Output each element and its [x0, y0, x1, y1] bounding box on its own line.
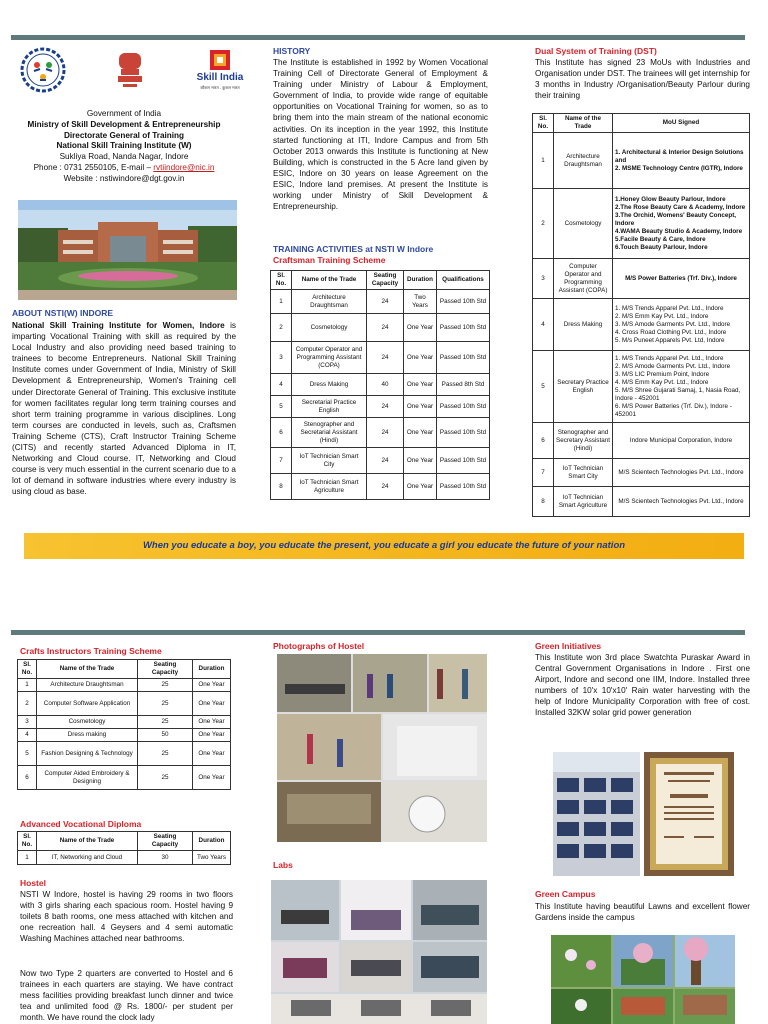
col-header: Sl. No. [533, 114, 554, 133]
table-cell: 5 [271, 396, 292, 418]
table-cell: 1 [18, 851, 37, 865]
green-campus-heading: Green Campus [535, 889, 596, 899]
table-row [18, 851, 231, 865]
hostel-text-1: NSTI W Indore, hostel is having 29 rooms in two floors with 3 girls sharing each spacious room. Hostel having 9 toilets 8 bath rooms, one mess attached with kitchen and one recreation hall. 4 Geysers and 4 semi automatic Washing Machines attached near bathrooms. [20, 890, 233, 944]
dst-text: This Institute has signed 23 MoUs with Industries and Organisation under DST. The trainees will get internship for 3 months in Industry /Organisation/Beauty Parlour during their training [535, 58, 750, 101]
table-cell: One Year [193, 692, 231, 716]
green-heading: Green Initiatives [535, 641, 602, 651]
table-cell: 1 [533, 133, 554, 189]
table-cell: 7 [533, 459, 554, 487]
skill-india-logo [190, 48, 250, 94]
table-cell: IoT Technician Smart Agriculture [554, 487, 613, 517]
table-cell: 8 [271, 474, 292, 500]
col-header: Sl. No. [18, 832, 37, 851]
labs-photo-collage [271, 880, 487, 1024]
table-cell: 24 [367, 396, 404, 418]
table-cell: 8 [533, 487, 554, 517]
table-row [533, 351, 750, 423]
table-row [533, 459, 750, 487]
table-cell: One Year [404, 374, 437, 396]
building-photo [18, 200, 237, 300]
table-row [271, 290, 490, 314]
table-cell: 6 [18, 766, 37, 790]
table-cell: Stenographer and Secretarial Assistant (Hindi) [292, 418, 367, 448]
table-cell: 5 [18, 742, 37, 766]
training-heading: TRAINING ACTIVITIES at NSTI W Indore [273, 244, 434, 254]
table-cell: 24 [367, 418, 404, 448]
table-cell: 40 [367, 374, 404, 396]
hostel-text-2: Now two Type 2 quarters are converted to Hostel and 6 trainees in each quarters are staying. We have contract mess facilities providing breakfast lunch dinner and twice tea and unlimited food @ Rs. 1800/- per student per month. We have round the clock lady [20, 969, 233, 1023]
col-header: Name of the Trade [292, 271, 367, 290]
mou-item: M/S Scientech Technologies Pvt. Ltd., Indore [618, 497, 744, 505]
mou-item: 3. M/S LIC Premium Point, Indore [615, 370, 710, 378]
table-cell: Passed 10th Std [437, 448, 490, 474]
table-row [18, 742, 231, 766]
hostel-photos-heading: Photographs of Hostel [273, 641, 365, 651]
table-cell: 25 [138, 766, 193, 790]
quote-banner [24, 533, 744, 559]
col-header: Duration [193, 660, 231, 679]
mou-item: 4.WAMA Beauty Studio & Academy, Indore [615, 227, 743, 235]
header-line3: Directorate General of Training [63, 130, 185, 140]
mou-item: 6.Touch Beauty Parlour, Indore [615, 243, 708, 251]
col-header: MoU Signed [613, 114, 750, 133]
table-cell: Secretary Practice English [554, 351, 613, 423]
history-text: The Institute is established in 1992 by Women Vocational Training Cell of Directorate General of Employment & Training under Ministry of Labour & Employment, Government of India, to provide wide range of equitable opportunities on Vocational Training for women, so as to bring them into the main stream of the national economic activities. On its inception in the year 1992, this Institute started functioning at ITI, Indore Campus and from 5th October 2013 onwards this Institute is functioning at New Building, which is constructed in the 5 Acre land given by ESIC, Indore on 30 years on lease Agreement on the ESIC, Indore land premises. At present the Institute is working under Ministry of Skill Development & Entrepreneurship. [273, 58, 488, 212]
mou-item: 6. M/S Power Batteries (Trf. Div.), Indore - 452001 [615, 402, 732, 418]
table-cell: Dress Making [292, 374, 367, 396]
header-line1: Government of India [86, 109, 162, 118]
mou-item: 5. M/S Shree Gujarati Samaj, 1, Nasia Road, Indore - 452001 [615, 386, 741, 402]
table-cell: 25 [138, 679, 193, 692]
mou-item: Indore Municipal Corporation, Indore [629, 436, 733, 444]
mou-cell [613, 133, 750, 189]
table-cell: 2 [533, 189, 554, 259]
table-cell: 25 [138, 716, 193, 729]
table-row [271, 314, 490, 342]
history-heading: HISTORY [273, 46, 311, 56]
table-cell: Passed 10th Std [437, 314, 490, 342]
table-cell: 3 [533, 259, 554, 299]
mou-item: 1. M/S Trends Apparel Pvt. Ltd., Indore [615, 354, 724, 362]
table-cell: 4 [533, 299, 554, 351]
table-cell: IoT Technician Smart City [292, 448, 367, 474]
table-cell: IoT Technician Smart City [554, 459, 613, 487]
table-cell: One Year [193, 742, 231, 766]
table-cell: Passed 8th Std [437, 374, 490, 396]
award-certificate-photo [644, 752, 734, 876]
table-cell: 25 [138, 692, 193, 716]
mou-cell [613, 487, 750, 517]
skill-india-wordmark: Skill India [196, 72, 244, 83]
table-row [271, 448, 490, 474]
cits-heading: Crafts Instructors Training Scheme [20, 646, 162, 656]
table-cell: 1 [18, 679, 37, 692]
table-row [533, 423, 750, 459]
table-cell: Cosmetology [554, 189, 613, 259]
advanced-heading: Advanced Vocational Diploma [20, 819, 142, 829]
table-cell: 7 [271, 448, 292, 474]
table-row [271, 396, 490, 418]
mou-item: 2. MSME Technology Centre (IGTR), Indore [615, 164, 743, 172]
table-cell: One Year [404, 448, 437, 474]
table-cell: 5 [533, 351, 554, 423]
table-row [271, 418, 490, 448]
table-cell: 50 [138, 729, 193, 742]
table-cell: Passed 10th Std [437, 418, 490, 448]
table-cell: One Year [404, 474, 437, 500]
table-cell: One Year [193, 679, 231, 692]
mou-item: 2. M/S Amode Garments Pvt. Ltd., Indore [615, 362, 731, 370]
mou-item: 5.Facile Beauty & Care, Indore [615, 235, 706, 243]
mid-divider-bar [11, 630, 745, 635]
table-cell: 3 [271, 342, 292, 374]
table-row [18, 692, 231, 716]
craftsman-table [270, 270, 490, 500]
table-row [533, 487, 750, 517]
email-link[interactable]: rvtiindore@nic.in [153, 162, 215, 172]
mou-item: 2. M/S Emm Kay Pvt. Ltd., Indore [615, 312, 709, 320]
table-cell: Architecture Draughtsman [554, 133, 613, 189]
skill-wheel-logo [20, 47, 66, 93]
header-line2: Ministry of Skill Development & Entrepreneurship [27, 119, 221, 129]
col-header: Name of the Trade [37, 832, 138, 851]
table-row [271, 374, 490, 396]
table-cell: Cosmetology [292, 314, 367, 342]
top-divider-bar [11, 35, 745, 40]
phone-text: Phone : 0731 2550105, E-mail – [33, 162, 154, 172]
mou-item: 1.Honey Glow Beauty Parlour, Indore [615, 195, 726, 203]
green-campus-text: This Institute having beautiful Lawns and excellent flower Gardens inside the campus [535, 902, 750, 923]
col-header: Duration [193, 832, 231, 851]
hostel-heading: Hostel [20, 878, 46, 888]
table-cell: IT, Networking and Cloud [37, 851, 138, 865]
table-cell: Passed 10th Std [437, 474, 490, 500]
table-cell: One Year [404, 314, 437, 342]
col-header: Duration [404, 271, 437, 290]
mou-item: 4. M/S Emm Kay Pvt. Ltd., Indore [615, 378, 709, 386]
table-cell: One Year [404, 418, 437, 448]
table-cell: Dress Making [554, 299, 613, 351]
table-row [271, 474, 490, 500]
table-cell: Computer Aided Embroidery & Designing [37, 766, 138, 790]
green-text: This Institute won 3rd place Swatchta Puraskar Award in Central Government Organisations in Indore . First one Airport, Indore and second one IIM, Indore. Installed three numbers of 10'x 10'x10' Rain water harvesting with the help of Indore Municipality Corporation with free of cost. Installed 32KW solar grid power generation [535, 653, 750, 718]
table-cell: Two Years [404, 290, 437, 314]
mou-cell [613, 299, 750, 351]
table-row [18, 716, 231, 729]
mou-item: M/S Power Batteries (Trf. Div.), Indore [625, 274, 737, 282]
table-cell: 24 [367, 448, 404, 474]
mou-cell [613, 259, 750, 299]
table-cell: 25 [138, 742, 193, 766]
table-cell: Architecture Draughtsman [292, 290, 367, 314]
quote-text: When you educate a boy, you educate the present, you educate a girl you educate the future of your nation [142, 540, 626, 551]
table-cell: Dress making [37, 729, 138, 742]
table-row [533, 133, 750, 189]
col-header: Seating Capacity [138, 660, 193, 679]
advanced-table [17, 831, 231, 865]
mou-cell [613, 423, 750, 459]
table-cell: 4 [18, 729, 37, 742]
mou-item: M/S Scientech Technologies Pvt. Ltd., Indore [618, 468, 744, 476]
col-header: Seating Capacity [367, 271, 404, 290]
table-cell: One Year [193, 729, 231, 742]
about-heading: ABOUT NSTI(W) INDORE [12, 308, 114, 318]
table-row [271, 342, 490, 374]
mou-table [532, 113, 750, 517]
about-text [12, 320, 236, 498]
header-contact [12, 163, 236, 174]
header-website: Website : nstiwindore@dgt.gov.in [63, 173, 185, 183]
table-cell: Passed 10th Std [437, 290, 490, 314]
table-cell: 3 [18, 716, 37, 729]
table-cell: One Year [193, 716, 231, 729]
table-row [18, 729, 231, 742]
institute-header [12, 109, 236, 185]
col-header: Name of the Trade [37, 660, 138, 679]
table-row [533, 189, 750, 259]
mou-item: 2.The Rose Beauty Care & Academy, Indore [615, 203, 746, 211]
about-body: is imparting Vocational Training with skill as required by the Local Industry and also providing need based training to trainees to become Entrepreneurs. National Skill Training Institute comes under Government of India, Ministry of Skill Development & Entrepreneurship, Women's Training cell under Directorate General of Training. This exclusive institute for women facilitates regular long term training courses and short term training programme in various disciplines. Long term courses are conducted in levels, such as, Craftsmen Training Scheme (CTS), Craft Instructor Training Scheme (CITS) and recently started Advanced Diploma in IT, Networking and Cloud course. IT, Networking and Cloud course is very much essential in the current scenario due to a lot of demand in software industries where every industry is using cloud as base. [12, 321, 237, 497]
table-cell: IoT Technician Smart Agriculture [292, 474, 367, 500]
col-header: Sl. No. [271, 271, 292, 290]
hostel-photo-collage [277, 654, 487, 842]
table-cell: Stenographer and Secretary Assistant (Hindi) [554, 423, 613, 459]
table-row [533, 259, 750, 299]
table-cell: One Year [404, 342, 437, 374]
table-cell: Computer Operator and Programming Assistant (COPA) [292, 342, 367, 374]
table-cell: 30 [138, 851, 193, 865]
header-line4: National Skill Training Institute (W) [56, 141, 192, 151]
cits-table [17, 659, 231, 790]
col-header: Name of the Trade [554, 114, 613, 133]
mou-item: 4. Cross Road Clothing Pvt. Ltd., Indore [615, 328, 727, 336]
table-cell: 24 [367, 290, 404, 314]
about-lead: National Skill Training Institute for Women, Indore [12, 321, 225, 330]
table-cell: 6 [533, 423, 554, 459]
table-cell: 24 [367, 342, 404, 374]
table-cell: 4 [271, 374, 292, 396]
mou-item: 3.The Orchid, Womens' Beauty Concept, Indore [615, 211, 737, 227]
table-cell: Cosmetology [37, 716, 138, 729]
mou-item: 1. M/S Trends Apparel Pvt. Ltd., Indore [615, 304, 724, 312]
table-cell: 24 [367, 474, 404, 500]
dst-heading: Dual System of Training (DST) [535, 46, 657, 56]
table-cell: 24 [367, 314, 404, 342]
table-cell: Computer Operator and Programming Assistant (COPA) [554, 259, 613, 299]
mou-cell [613, 189, 750, 259]
mou-item: 3. M/S Amode Garments Pvt. Ltd., Indore [615, 320, 731, 328]
skill-india-tagline: कौशल भारत - कुशल भारत [200, 85, 240, 90]
table-cell: 1 [271, 290, 292, 314]
labs-heading: Labs [273, 860, 293, 870]
table-cell: Fashion Designing & Technology [37, 742, 138, 766]
col-header: Seating Capacity [138, 832, 193, 851]
table-cell: Passed 10th Std [437, 342, 490, 374]
table-cell: Secretarial Practice English [292, 396, 367, 418]
mou-cell [613, 459, 750, 487]
table-cell: Two Years [193, 851, 231, 865]
table-cell: One Year [193, 766, 231, 790]
table-row [18, 766, 231, 790]
campus-garden-collage [551, 935, 735, 1024]
header-address: Sukliya Road, Nanda Nagar, Indore [59, 152, 189, 162]
table-row [18, 679, 231, 692]
mou-cell [613, 351, 750, 423]
mou-item: 1. Architectural & Interior Design Solutions and [615, 148, 744, 164]
col-header: Qualifications [437, 271, 490, 290]
table-cell: 2 [271, 314, 292, 342]
col-header: Sl. No. [18, 660, 37, 679]
national-emblem-logo [115, 47, 145, 93]
table-cell: 6 [271, 418, 292, 448]
table-cell: Passed 10th Std [437, 396, 490, 418]
solar-panel-photo [553, 752, 640, 876]
table-cell: Architecture Draughtsman [37, 679, 138, 692]
mou-item: 5. M/s Puneet Apparels Pvt. Ltd, Indore [615, 336, 725, 344]
table-cell: Computer Software Application [37, 692, 138, 716]
table-cell: One Year [404, 396, 437, 418]
craftsman-subheading: Craftsman Training Scheme [273, 255, 386, 265]
table-row [533, 299, 750, 351]
table-cell: 2 [18, 692, 37, 716]
